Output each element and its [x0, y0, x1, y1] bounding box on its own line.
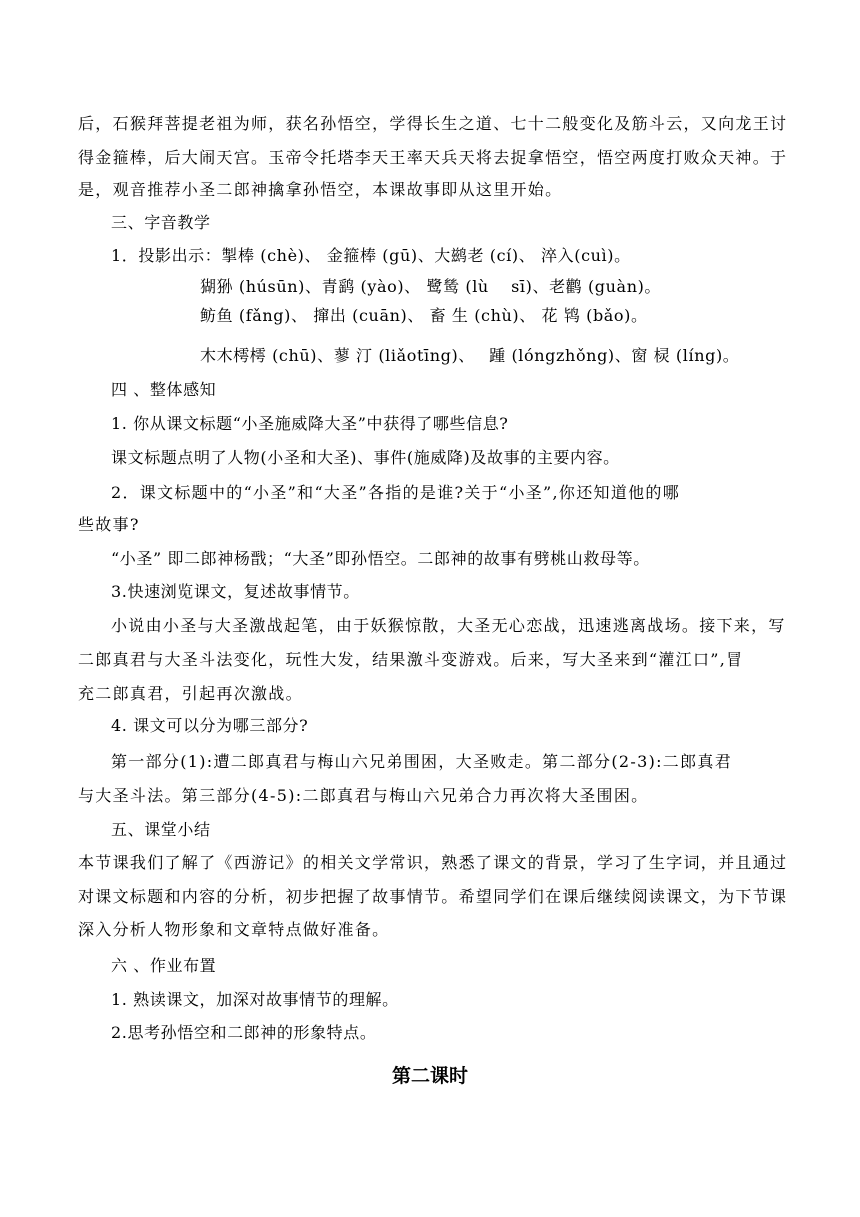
answer-3-line-3: 充二郎真君，引起再次激战。 — [78, 684, 303, 703]
second-lesson-title: 第二课时 — [391, 1065, 468, 1087]
answer-3-line-1: 小说由小圣与大圣激战起笔，由于妖猴惊散，大圣无心恋战，迅速逃离战场。接下来，写 — [111, 616, 786, 635]
answer-3-line-2: 二郎真君与大圣斗法变化，玩性大发，结果激斗变游戏。后来，写大圣来到“灌江口”,冒 — [78, 650, 744, 669]
homework-item-2: 2.思考孙悟空和二郎神的形象特点。 — [111, 1023, 377, 1042]
question-1: 1. 你从课文标题“小圣施威降大圣”中获得了哪些信息? — [111, 414, 509, 433]
answer-4-line-2: 与大圣斗法。第三部分(4-5):二郎真君与梅山六兄弟合力再次将大圣围困。 — [78, 786, 649, 805]
question-4: 4. 课文可以分为哪三部分? — [111, 716, 309, 735]
section-heading-summary: 五、课堂小结 — [111, 820, 211, 839]
intro-line-2: 得金箍棒，后大闹天宫。玉帝令托塔李天王率天兵天将去捉拿悟空，悟空两度打败众天神。于 — [78, 148, 788, 167]
answer-2: “小圣” 即二郎神杨戬；“大圣”即孙悟空。二郎神的故事有劈桃山救母等。 — [111, 549, 650, 568]
pronunciation-line-3: 鲂鱼 (fǎng)、 撺出 (cuān)、 畜 生 (chù)、 花 鸨 (bǎo)。 — [200, 306, 648, 325]
question-3: 3.快速浏览课文，复述故事情节。 — [111, 582, 360, 601]
pronunciation-line-4: 木木樗樗 (chū)、蓼 汀 (liǎotīng)、 踵 (lóngzhǒng)、窗 棂 (líng)。 — [200, 346, 740, 365]
question-2-line-2: 些故事? — [78, 515, 140, 534]
summary-line-1: 本节课我们了解了《西游记》的相关文学常识，熟悉了课文的背景，学习了生字词，并且通过 — [78, 853, 788, 872]
intro-line-1: 后，石猴拜菩提老祖为师，获名孙悟空，学得长生之道、七十二般变化及筋斗云，又向龙王讨 — [78, 114, 788, 133]
section-heading-pronunciation: 三、字音教学 — [111, 213, 211, 232]
question-2-line-1: 2．课文标题中的“小圣”和“大圣”各指的是谁?关于“小圣”,你还知道他的哪 — [111, 483, 681, 502]
summary-line-2: 对课文标题和内容的分析，初步把握了故事情节。希望同学们在课后继续阅读课文，为下节课 — [78, 887, 788, 906]
section-heading-homework: 六 、作业布置 — [111, 956, 217, 975]
pronunciation-line-2: 猢狲 (húsūn)、青鹞 (yào)、 鹭鸶 (lù sī)、老鹳 (guàn)。 — [200, 277, 662, 296]
answer-1: 课文标题点明了人物(小圣和大圣)、事件(施威降)及故事的主要内容。 — [111, 448, 620, 467]
answer-4-line-1: 第一部分(1):遭二郎真君与梅山六兄弟围困，大圣败走。第二部分(2-3):二郎真君 — [111, 752, 732, 771]
intro-line-3: 是，观音推荐小圣二郎神擒拿孙悟空，本课故事即从这里开始。 — [78, 180, 563, 199]
section-heading-overview: 四 、整体感知 — [111, 380, 217, 399]
summary-line-3: 深入分析人物形象和文章特点做好准备。 — [78, 920, 390, 939]
pronunciation-line-1: 1．投影出示：掣棒 (chè)、 金箍棒 (gū)、大鹚老 (cí)、 淬入(cuì)。 — [111, 246, 631, 265]
homework-item-1: 1. 熟读课文，加深对故事情节的理解。 — [111, 990, 399, 1009]
